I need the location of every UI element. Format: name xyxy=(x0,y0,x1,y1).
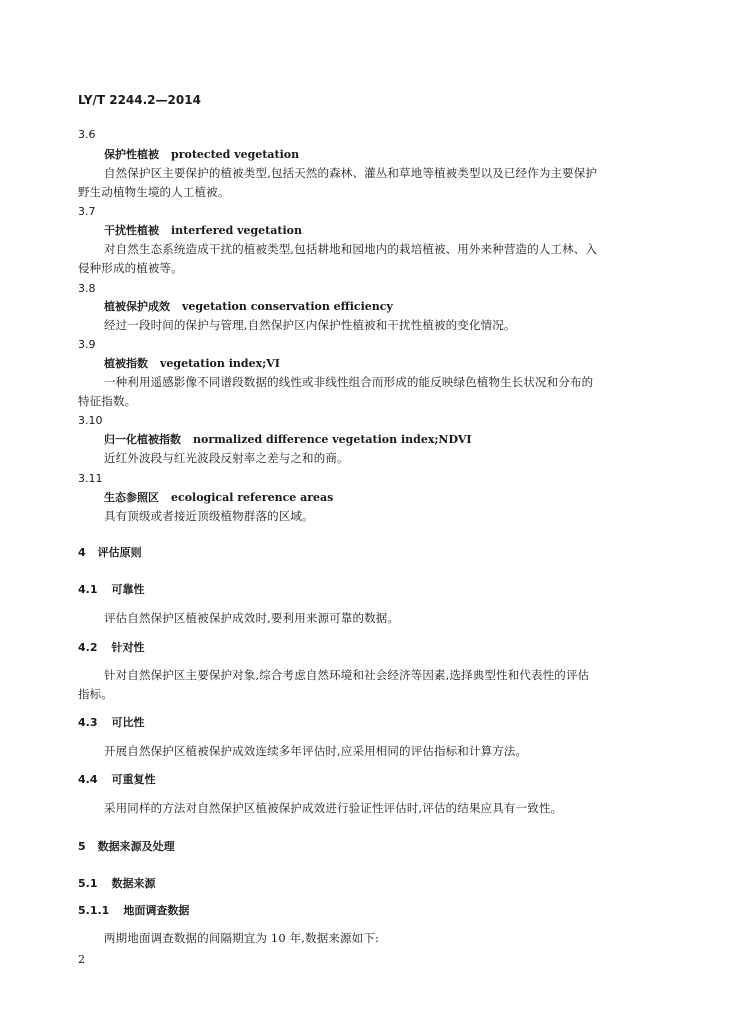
section-title: 评估原则 xyxy=(97,546,142,559)
clause-number-3-8: 3.8 xyxy=(78,282,96,295)
term-en: vegetation conservation efficiency xyxy=(182,300,393,313)
definition-line: 近红外波段与红光波段反射率之差与之和的商。 xyxy=(104,451,349,465)
clause-number-3-9: 3.9 xyxy=(78,338,96,351)
section-heading-5 xyxy=(78,839,175,854)
subsection-title: 可靠性 xyxy=(111,583,145,596)
subsection-title: 可重复性 xyxy=(111,773,156,786)
term-en: interfered vegetation xyxy=(171,224,302,237)
paragraph-line: 开展自然保护区植被保护成效连续多年评估时,应采用相同的评估指标和计算方法。 xyxy=(104,744,528,758)
term-en: ecological reference areas xyxy=(171,491,334,504)
definition-line: 野生动植物生境的人工植被。 xyxy=(78,185,230,199)
subsection-title: 针对性 xyxy=(111,641,145,654)
definition-line: 侵种形成的植被等。 xyxy=(78,261,183,275)
section-number: 5 xyxy=(78,840,86,853)
subsection-heading-4-2 xyxy=(78,640,145,655)
definition-line: 具有顶级或者接近顶级植物群落的区域。 xyxy=(104,509,314,523)
term-cn: 保护性植被 xyxy=(104,148,159,161)
term-3-11 xyxy=(104,490,333,505)
term-en: protected vegetation xyxy=(171,148,300,161)
subsection-number: 4.2 xyxy=(78,641,98,654)
standard-id: LY/T 2244.2—2014 xyxy=(78,93,201,107)
subsection-title: 地面调查数据 xyxy=(123,904,190,917)
term-3-7 xyxy=(104,223,302,238)
subsection-heading-4-4 xyxy=(78,772,156,787)
paragraph-line: 指标。 xyxy=(78,687,113,701)
subsection-number: 4.1 xyxy=(78,583,98,596)
section-heading-4 xyxy=(78,545,142,560)
term-en: vegetation index;VI xyxy=(160,357,280,370)
subsection-heading-4-3 xyxy=(78,715,145,730)
subsection-heading-4-1 xyxy=(78,582,145,597)
clause-number-3-11: 3.11 xyxy=(78,472,103,485)
clause-number-3-10: 3.10 xyxy=(78,414,103,427)
subsection-heading-5-1-1 xyxy=(78,903,189,918)
paragraph-line: 两期地面调查数据的间隔期宜为 10 年,数据来源如下: xyxy=(104,931,380,945)
clause-number-3-7: 3.7 xyxy=(78,205,96,218)
definition-line: 经过一段时间的保护与管理,自然保护区内保护性植被和干扰性植被的变化情况。 xyxy=(104,318,516,332)
term-cn: 植被保护成效 xyxy=(104,300,170,313)
clause-number-3-6: 3.6 xyxy=(78,128,96,141)
subsection-heading-5-1 xyxy=(78,876,156,891)
subsection-title: 数据来源 xyxy=(111,877,156,890)
term-cn: 归一化植被指数 xyxy=(104,433,181,446)
term-3-9 xyxy=(104,356,280,371)
definition-line: 自然保护区主要保护的植被类型,包括天然的森林、灌丛和草地等植被类型以及已经作为主要保护 xyxy=(104,166,598,180)
term-3-8 xyxy=(104,299,393,314)
term-3-6 xyxy=(104,147,299,162)
paragraph-line: 针对自然保护区主要保护对象,综合考虑自然环境和社会经济等因素,选择典型性和代表性的评估 xyxy=(104,668,590,682)
section-title: 数据来源及处理 xyxy=(97,840,175,853)
term-cn: 干扰性植被 xyxy=(104,224,159,237)
definition-line: 一种利用遥感影像不同谱段数据的线性或非线性组合而形成的能反映绿色植物生长状况和分布的 xyxy=(104,375,594,389)
term-cn: 植被指数 xyxy=(104,357,148,370)
definition-line: 对自然生态系统造成干扰的植被类型,包括耕地和园地内的栽培植被、用外来种营造的人工林、入 xyxy=(104,242,598,256)
term-cn: 生态参照区 xyxy=(104,491,159,504)
subsection-number: 4.4 xyxy=(78,773,98,786)
term-3-10 xyxy=(104,432,472,447)
subsection-number: 5.1.1 xyxy=(78,904,110,917)
definition-line: 特征指数。 xyxy=(78,394,137,408)
subsection-number: 5.1 xyxy=(78,877,98,890)
term-en: normalized difference vegetation index;NDVI xyxy=(193,433,472,446)
section-number: 4 xyxy=(78,546,86,559)
subsection-number: 4.3 xyxy=(78,716,98,729)
page-number: 2 xyxy=(78,953,85,966)
paragraph-line: 评估自然保护区植被保护成效时,要利用来源可靠的数据。 xyxy=(104,611,400,625)
paragraph-line: 采用同样的方法对自然保护区植被保护成效进行验证性评估时,评估的结果应具有一致性。 xyxy=(104,801,563,815)
subsection-title: 可比性 xyxy=(111,716,145,729)
